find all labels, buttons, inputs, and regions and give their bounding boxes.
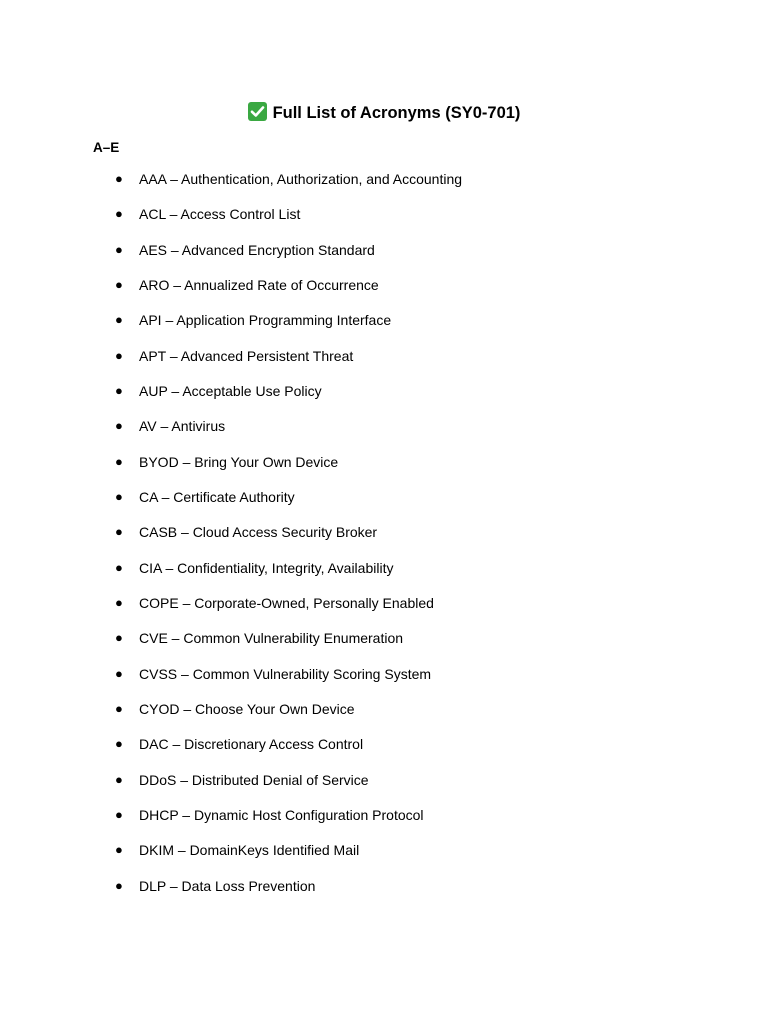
list-item-text: DKIM – DomainKeys Identified Mail [139,842,360,859]
list-item-text: CYOD – Choose Your Own Device [139,700,355,717]
bullet-icon: ● [115,594,123,610]
list-item-text: AAA – Authentication, Authorization, and Accounting [139,171,463,187]
bullet-icon: ● [115,559,123,575]
list-item-text: CASB – Cloud Access Security Broker [139,524,378,541]
list-item-text: CA – Certificate Authority [139,488,295,505]
bullet-icon: ● [115,700,123,716]
list-item-text: ARO – Annualized Rate of Occurrence [139,276,379,293]
list-item-text: CIA – Confidentiality, Integrity, Availability [139,559,394,576]
bullet-icon: ● [115,488,123,504]
bullet-icon: ● [115,453,123,469]
page-title-row [0,102,768,124]
bullet-icon: ● [115,206,123,222]
list-item-text: DAC – Discretionary Access Control [139,736,364,753]
list-item-text: DLP – Data Loss Prevention [139,877,316,894]
bullet-icon: ● [115,276,123,292]
list-item-text: CVSS – Common Vulnerability Scoring System [139,665,432,682]
list-item-text: APT – Advanced Persistent Threat [139,347,354,364]
list-item-text: BYOD – Bring Your Own Device [139,453,339,470]
bullet-icon: ● [115,382,123,398]
bullet-icon: ● [115,312,123,328]
list-item-text: DDoS – Distributed Denial of Service [139,771,369,788]
bullet-icon: ● [115,665,123,681]
bullet-icon: ● [115,630,123,646]
list-item-text: COPE – Corporate-Owned, Personally Enabled [139,594,434,611]
bullet-icon: ● [115,736,123,752]
list-item-text: API – Application Programming Interface [139,312,392,329]
section-heading: A–E [93,140,120,155]
check-mark-button-icon [248,102,267,121]
bullet-icon: ● [115,806,123,822]
list-item-text: AV – Antivirus [139,418,226,435]
bullet-icon: ● [115,347,123,363]
list-item-text: DHCP – Dynamic Host Configuration Protocol [139,806,424,823]
bullet-icon: ● [115,241,123,257]
bullet-icon: ● [115,524,123,540]
bullet-icon: ● [115,877,123,893]
page-title: Full List of Acronyms (SY0-701) [272,104,521,122]
bullet-icon: ● [115,842,123,858]
list-item-text: AES – Advanced Encryption Standard [139,241,375,258]
bullet-icon: ● [115,418,123,434]
list-item-text: ACL – Access Control List [139,206,301,223]
bullet-icon: ● [115,171,123,186]
list-item-text: CVE – Common Vulnerability Enumeration [139,630,404,647]
bullet-icon: ● [115,771,123,787]
list-item-text: AUP – Acceptable Use Policy [139,382,322,399]
